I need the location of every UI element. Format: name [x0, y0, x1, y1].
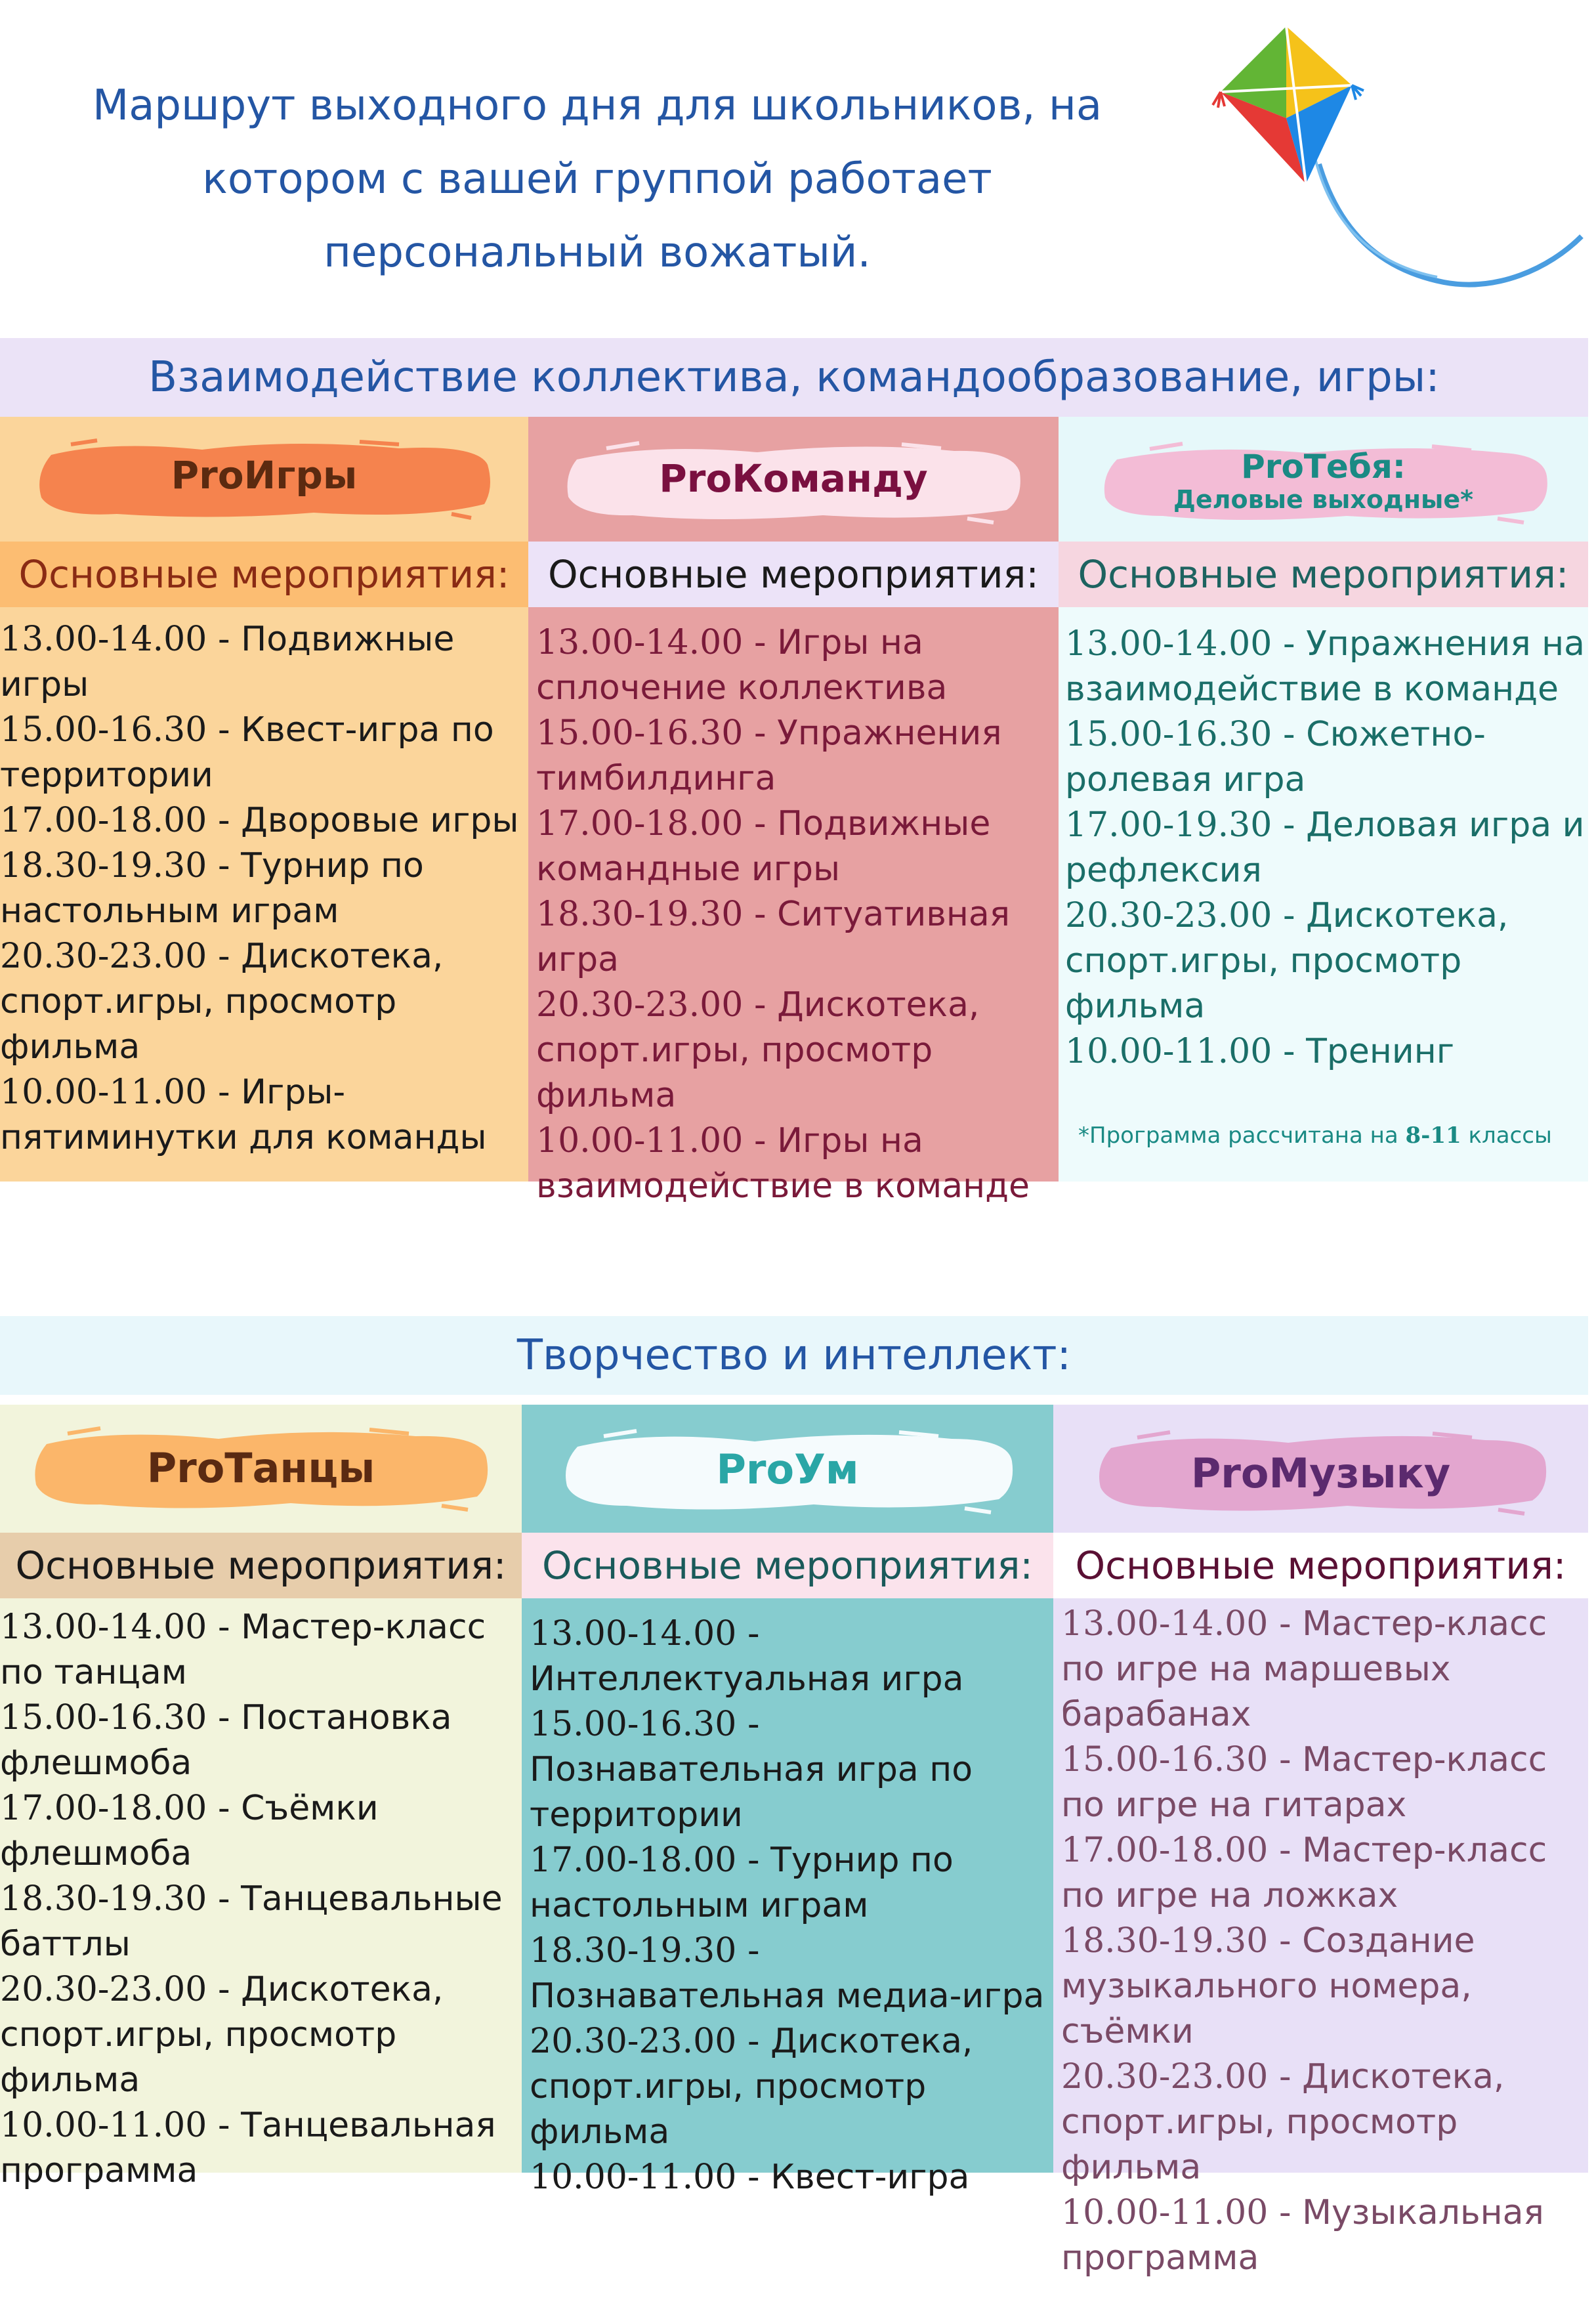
events-list — [0, 1605, 522, 2194]
list-item: 17.00-18.00 - Дворовые игры — [0, 801, 519, 840]
list-item: 13.00-14.00 - Мастер-класс по игре на маршевых барабанах — [1061, 1604, 1547, 1734]
column-header — [1053, 1405, 1588, 1533]
program-title: ProТебя: — [1241, 448, 1406, 486]
intro-line-1: Маршрут выходного дня для школьников, на — [92, 81, 1102, 130]
list-item: 15.00-16.30 - Познавательная игра по территории — [530, 1705, 973, 1835]
events-label: Основные мероприятия: — [1059, 542, 1588, 607]
list-item: 15.00-16.30 - Мастер-класс по игре на гитарах — [1061, 1740, 1547, 1825]
column-header — [522, 1405, 1053, 1533]
list-item: 18.30-19.30 - Ситуативная игра — [536, 895, 1011, 979]
events-list — [522, 1611, 1061, 2200]
events-label: Основные мероприятия: — [0, 1533, 522, 1598]
column-header — [0, 1405, 522, 1533]
list-item: 10.00-11.00 - Игры-пятиминутки для команды — [0, 1073, 487, 1157]
list-item: 20.30-23.00 - Дискотека, спорт.игры, просмотр фильма — [1065, 896, 1509, 1026]
intro-text — [39, 69, 1155, 289]
program-subtitle: Деловые выходные* — [1173, 485, 1473, 514]
list-item: 17.00-19.30 - Деловая игра и рефлексия — [1065, 805, 1585, 890]
list-item: 17.00-18.00 - Мастер-класс по игре на ложках — [1061, 1831, 1547, 1915]
section-title: Взаимодействие коллектива, командообразование, игры: — [0, 338, 1588, 417]
list-item: 10.00-11.00 - Игры на взаимодействие в команде — [536, 1121, 1030, 1206]
list-item: 17.00-18.00 - Турнир по настольным играм — [530, 1841, 954, 1925]
list-item: 10.00-11.00 - Танцевальная программа — [0, 2106, 496, 2190]
program-title: ProУм — [716, 1445, 859, 1493]
program-column-protantsy — [0, 1405, 522, 2190]
program-title: ProКоманду — [659, 456, 928, 501]
events-label: Основные мероприятия: — [0, 542, 528, 607]
list-item: 13.00-14.00 - Интеллектуальная игра — [530, 1614, 964, 1699]
grades-note: *Программа рассчитана на 8-11 классы — [1078, 1122, 1552, 1149]
list-item: 18.30-19.30 - Танцевальные баттлы — [0, 1879, 503, 1964]
program-column-prokomandu — [528, 417, 1059, 1206]
list-item: 20.30-23.00 - Дискотека, спорт.игры, просмотр фильма — [1061, 2057, 1505, 2187]
list-item: 13.00-14.00 - Мастер-класс по танцам — [0, 1608, 486, 1692]
list-item: 13.00-14.00 - Игры на сплочение коллектива — [536, 623, 948, 708]
program-column-promuzyku — [1053, 1405, 1588, 2278]
events-list — [528, 620, 1066, 1209]
list-item: 17.00-18.00 - Съёмки флешмоба — [0, 1789, 379, 1873]
events-list — [0, 617, 528, 1161]
column-header — [0, 417, 528, 542]
list-item: 20.30-23.00 - Дискотека, спорт.игры, просмотр фильма — [0, 937, 444, 1067]
intro-line-3: персональный вожатый. — [324, 228, 871, 277]
list-item: 18.30-19.30 - Создание музыкального номера, съёмки — [1061, 1921, 1475, 2051]
list-item: 10.00-11.00 - Квест-игра — [530, 2158, 970, 2197]
list-item: 10.00-11.00 - Музыкальная программа — [1061, 2193, 1544, 2278]
events-label: Основные мероприятия: — [522, 1533, 1053, 1598]
program-title: ProМузыку — [1190, 1449, 1451, 1497]
program-column-proigry — [0, 417, 528, 1182]
events-label: Основные мероприятия: — [1053, 1533, 1588, 1598]
list-item: 18.30-19.30 - Турнир по настольным играм — [0, 846, 424, 931]
events-list — [1059, 622, 1595, 1075]
list-item: 17.00-18.00 - Подвижные командные игры — [536, 804, 991, 889]
column-header — [1059, 417, 1588, 542]
column-header — [528, 417, 1059, 542]
program-column-protebya — [1059, 417, 1588, 1182]
list-item: 15.00-16.30 - Квест-игра по территории — [0, 710, 494, 795]
list-item: 20.30-23.00 - Дискотека, спорт.игры, просмотр фильма — [536, 985, 980, 1115]
events-label: Основные мероприятия: — [528, 542, 1059, 607]
list-item: 18.30-19.30 - Познавательная медиа-игра — [530, 1931, 1045, 2016]
list-item: 15.00-16.30 - Постановка флешмоба — [0, 1698, 452, 1783]
section-title: Творчество и интеллект: — [0, 1316, 1588, 1395]
program-column-proum — [522, 1405, 1053, 2197]
list-item: 20.30-23.00 - Дискотека, спорт.игры, просмотр фильма — [0, 1970, 444, 2100]
intro-line-2: котором с вашей группой работает — [202, 155, 992, 203]
list-item: 10.00-11.00 - Тренинг — [1065, 1032, 1455, 1071]
kite-icon — [1208, 20, 1588, 322]
list-item: 13.00-14.00 - Подвижные игры — [0, 620, 455, 704]
list-item: 13.00-14.00 - Упражнения на взаимодействие в команде — [1065, 624, 1586, 709]
events-list — [1053, 1602, 1596, 2281]
program-title: ProИгры — [171, 453, 358, 498]
program-title: ProТанцы — [146, 1444, 375, 1492]
list-item: 15.00-16.30 - Сюжетно-ролевая игра — [1065, 715, 1486, 799]
list-item: 15.00-16.30 - Упражнения тимбилдинга — [536, 713, 1002, 798]
list-item: 20.30-23.00 - Дискотека, спорт.игры, просмотр фильма — [530, 2022, 973, 2152]
